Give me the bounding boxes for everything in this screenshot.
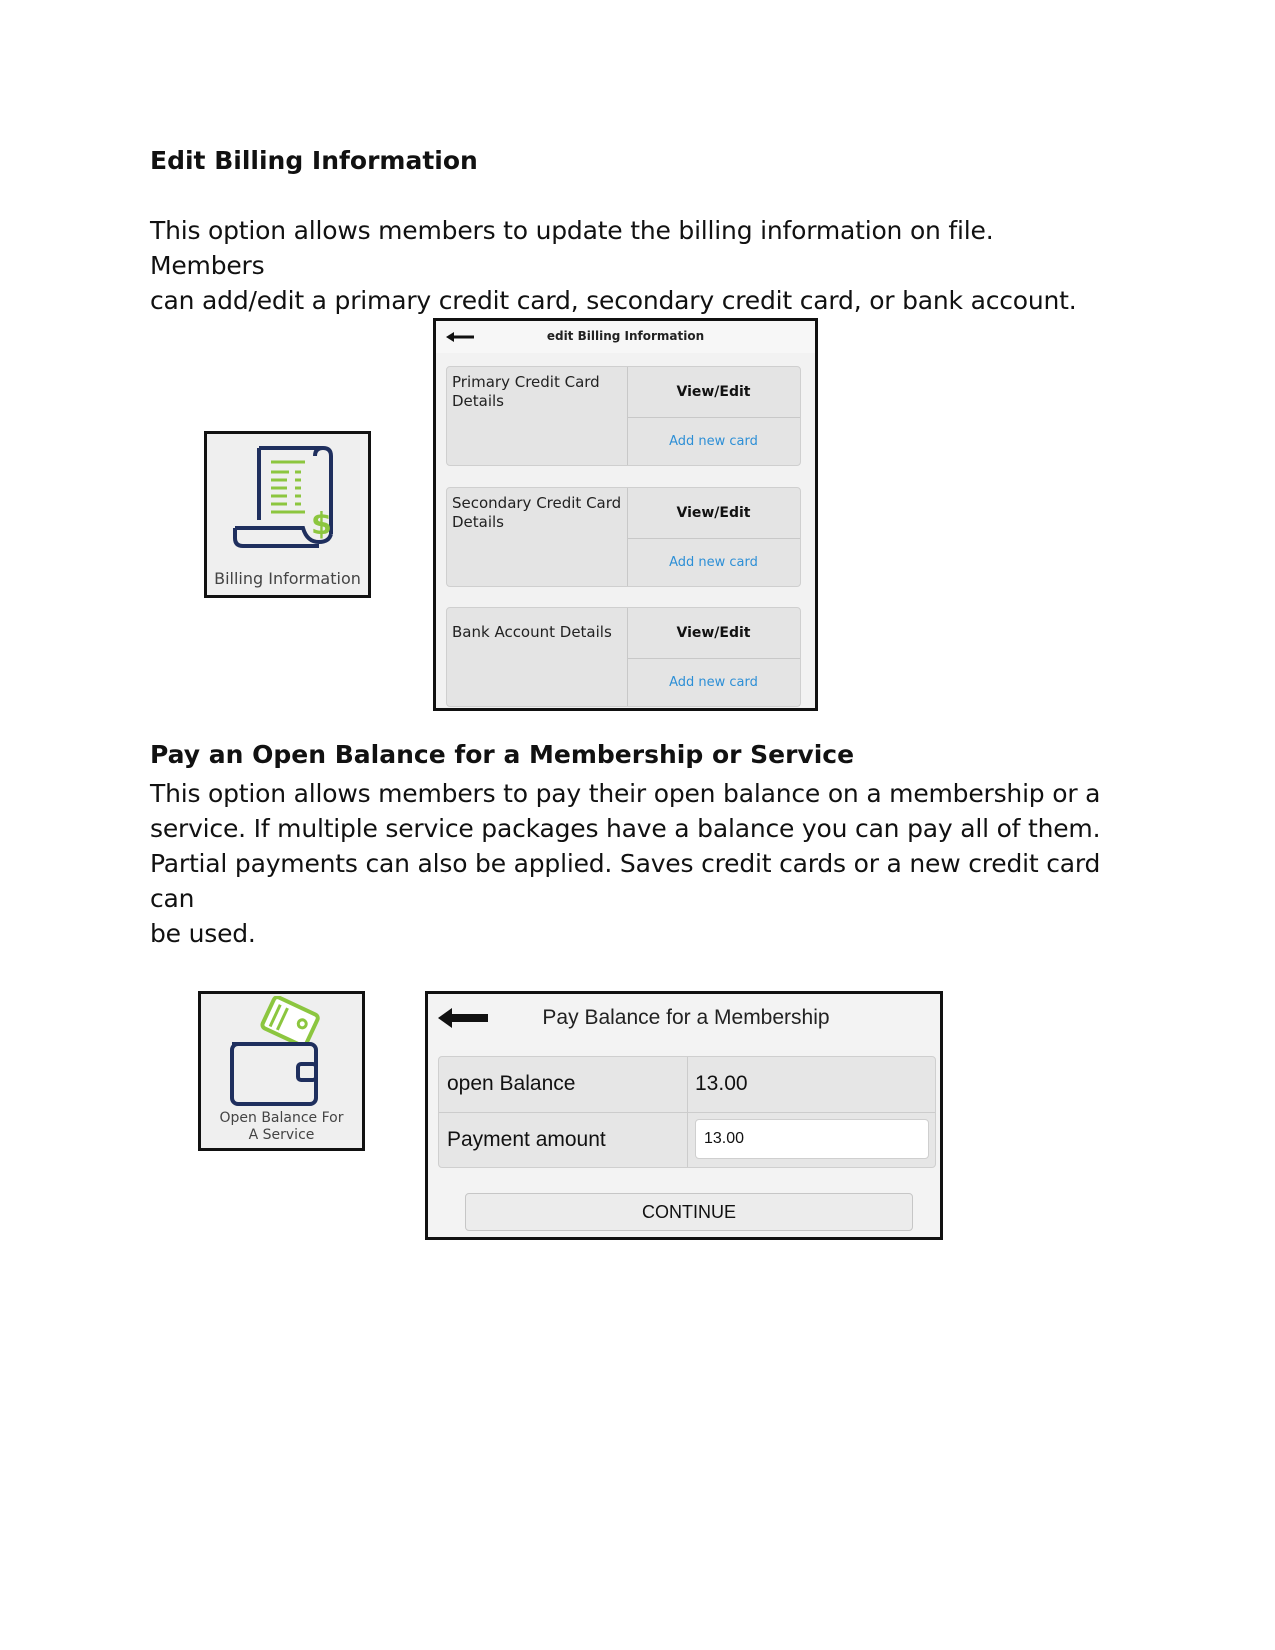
paragraph-line: Partial payments can also be applied. Saves credit cards or a new credit card can	[150, 849, 1101, 913]
screen-title: Pay Balance for a Membership	[542, 1006, 830, 1029]
billing-information-tile[interactable]	[204, 431, 371, 598]
continue-button[interactable]: CONTINUE	[465, 1193, 913, 1231]
section-paragraph-pay-balance	[150, 776, 1110, 951]
payment-amount-input[interactable]	[695, 1119, 929, 1159]
view-edit-button[interactable]: View/Edit	[676, 625, 751, 641]
tile-label: Billing Information	[214, 569, 361, 588]
paragraph-line: This option allows members to pay their open balance on a membership or a	[150, 779, 1101, 808]
pay-balance-screen	[425, 991, 943, 1240]
screen-header	[436, 321, 815, 353]
open-balance-value: 13.00	[695, 1072, 748, 1095]
group-label: Bank Account Details	[452, 623, 612, 641]
paragraph-line: This option allows members to update the billing information on file. Members	[150, 216, 994, 280]
add-new-card-link[interactable]: Add new card	[669, 675, 758, 690]
balance-table	[438, 1056, 936, 1168]
paragraph-line: can add/edit a primary credit card, secondary credit card, or bank account.	[150, 286, 1077, 315]
payment-amount-label: Payment amount	[447, 1128, 606, 1151]
add-new-card-link[interactable]: Add new card	[669, 555, 758, 570]
paragraph-line: service. If multiple service packages have a balance you can pay all of them.	[150, 814, 1101, 843]
group-label: Secondary Credit Card Details	[452, 494, 622, 531]
section-heading-edit-billing: Edit Billing Information	[150, 146, 478, 175]
view-edit-button[interactable]: View/Edit	[676, 384, 751, 400]
tile-label-line: A Service	[248, 1127, 315, 1143]
open-balance-label: open Balance	[447, 1072, 576, 1095]
edit-billing-screen	[433, 318, 818, 711]
tile-label	[201, 1110, 362, 1144]
open-balance-tile[interactable]	[198, 991, 365, 1151]
bank-account-group	[446, 607, 801, 707]
receipt-dollar-icon	[231, 442, 341, 557]
group-label: Primary Credit Card Details	[452, 373, 600, 410]
primary-credit-card-group	[446, 366, 801, 466]
screen-title: edit Billing Information	[546, 329, 705, 343]
add-new-card-link[interactable]: Add new card	[669, 434, 758, 449]
paragraph-line: be used.	[150, 919, 256, 948]
section-paragraph-edit-billing	[150, 213, 1110, 318]
tile-label-line: Open Balance For	[219, 1110, 344, 1126]
view-edit-button[interactable]: View/Edit	[676, 505, 751, 521]
svg-text:$: $	[311, 507, 332, 542]
secondary-credit-card-group	[446, 487, 801, 587]
wallet-card-icon	[228, 996, 328, 1108]
section-heading-pay-balance: Pay an Open Balance for a Membership or Service	[150, 740, 855, 769]
